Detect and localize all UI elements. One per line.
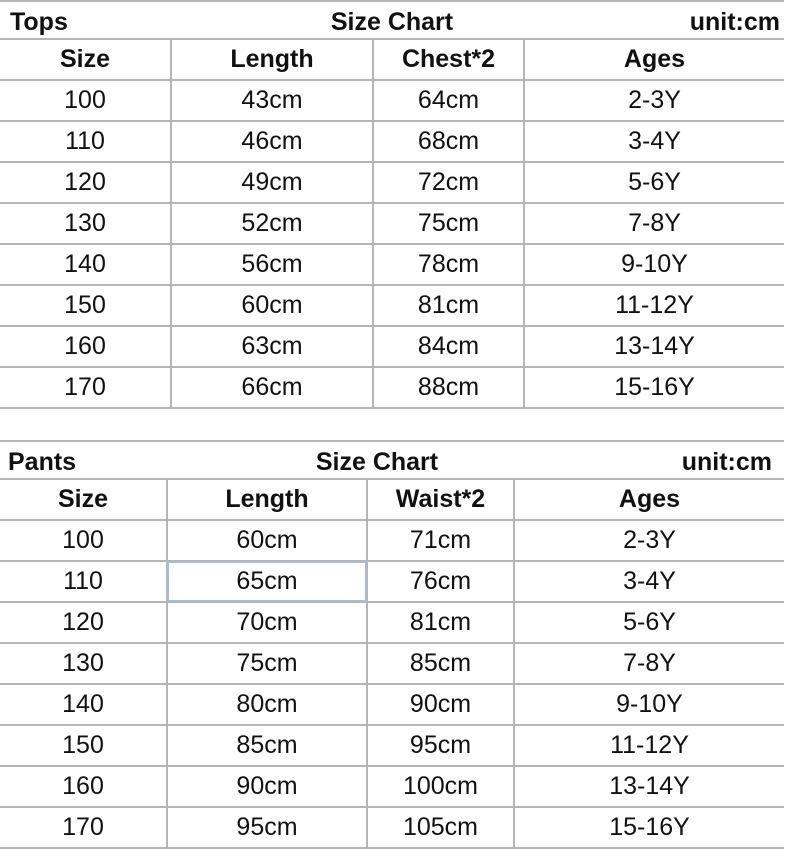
table-cell[interactable]: 60cm [167,520,367,561]
tops-column-header: Chest*2 [373,40,524,80]
table-cell[interactable]: 15-16Y [524,367,784,408]
tops-column-header: Size [0,40,171,80]
table-cell[interactable]: 3-4Y [514,561,784,602]
table-cell[interactable]: 70cm [167,602,367,643]
table-cell[interactable]: 130 [0,643,167,684]
tops-title-row [0,0,784,40]
tops-size-table [0,40,784,409]
table-row [0,326,784,367]
table-row [0,121,784,162]
table-cell[interactable]: 75cm [167,643,367,684]
table-cell[interactable]: 15-16Y [514,807,784,848]
table-cell[interactable]: 13-14Y [514,766,784,807]
pants-column-header: Ages [514,480,784,520]
pants-size-chart [0,440,784,849]
table-cell[interactable]: 63cm [171,326,373,367]
table-cell[interactable]: 130 [0,203,171,244]
pants-chart-title: Size Chart [315,448,439,476]
table-cell[interactable]: 105cm [367,807,514,848]
table-cell[interactable]: 13-14Y [524,326,784,367]
table-row [0,766,784,807]
pants-column-header: Length [167,480,367,520]
table-cell[interactable]: 71cm [367,520,514,561]
table-row [0,367,784,408]
tops-column-header: Length [171,40,373,80]
table-cell[interactable]: 3-4Y [524,121,784,162]
table-cell[interactable]: 68cm [373,121,524,162]
table-cell[interactable]: 2-3Y [514,520,784,561]
tops-unit-label: unit:cm [689,8,780,36]
table-cell[interactable]: 11-12Y [514,725,784,766]
table-row [0,244,784,285]
table-cell[interactable]: 7-8Y [524,203,784,244]
table-cell[interactable]: 5-6Y [514,602,784,643]
table-cell[interactable]: 75cm [373,203,524,244]
table-cell[interactable]: 7-8Y [514,643,784,684]
pants-title-row [0,440,784,480]
table-cell[interactable]: 11-12Y [524,285,784,326]
table-cell[interactable]: 140 [0,244,171,285]
table-row [0,162,784,203]
table-cell[interactable]: 95cm [167,807,367,848]
table-cell[interactable]: 120 [0,162,171,203]
table-row [0,684,784,725]
table-cell[interactable]: 140 [0,684,167,725]
table-cell[interactable]: 110 [0,561,167,602]
table-cell[interactable]: 60cm [171,285,373,326]
table-cell[interactable]: 160 [0,766,167,807]
table-cell[interactable]: 150 [0,725,167,766]
table-cell[interactable]: 9-10Y [524,244,784,285]
table-cell[interactable]: 46cm [171,121,373,162]
pants-column-header: Waist*2 [367,480,514,520]
table-cell[interactable]: 81cm [367,602,514,643]
table-cell[interactable]: 85cm [167,725,367,766]
tops-size-chart [0,0,784,409]
table-cell[interactable]: 90cm [367,684,514,725]
table-cell[interactable]: 78cm [373,244,524,285]
table-row [0,725,784,766]
table-cell[interactable]: 76cm [367,561,514,602]
table-cell[interactable]: 2-3Y [524,80,784,121]
table-row [0,80,784,121]
table-cell[interactable]: 64cm [373,80,524,121]
table-cell[interactable]: 49cm [171,162,373,203]
pants-category-label: Pants [8,448,77,476]
table-cell[interactable]: 43cm [171,80,373,121]
table-cell[interactable]: 170 [0,807,167,848]
table-cell[interactable]: 56cm [171,244,373,285]
table-cell[interactable]: 65cm [167,561,367,602]
table-row [0,520,784,561]
table-cell[interactable]: 81cm [373,285,524,326]
pants-header-row [0,480,784,520]
table-cell[interactable]: 120 [0,602,167,643]
tops-category-label: Tops [10,8,68,36]
table-cell[interactable]: 80cm [167,684,367,725]
table-row [0,807,784,848]
table-cell[interactable]: 52cm [171,203,373,244]
table-cell[interactable]: 150 [0,285,171,326]
pants-unit-label: unit:cm [681,448,772,476]
tops-header-row [0,40,784,80]
table-row [0,203,784,244]
tops-chart-title: Size Chart [330,8,454,36]
table-cell[interactable]: 84cm [373,326,524,367]
table-cell[interactable]: 85cm [367,643,514,684]
table-cell[interactable]: 66cm [171,367,373,408]
table-row [0,643,784,684]
pants-size-table [0,480,784,849]
table-cell[interactable]: 110 [0,121,171,162]
table-cell[interactable]: 95cm [367,725,514,766]
table-row [0,561,784,602]
table-cell[interactable]: 170 [0,367,171,408]
table-cell[interactable]: 100cm [367,766,514,807]
table-cell[interactable]: 72cm [373,162,524,203]
table-cell[interactable]: 100 [0,520,167,561]
table-cell[interactable]: 88cm [373,367,524,408]
table-cell[interactable]: 100 [0,80,171,121]
table-row [0,602,784,643]
table-cell[interactable]: 9-10Y [514,684,784,725]
table-cell[interactable]: 90cm [167,766,367,807]
table-cell[interactable]: 160 [0,326,171,367]
pants-column-header: Size [0,480,167,520]
table-row [0,285,784,326]
table-cell[interactable]: 5-6Y [524,162,784,203]
tops-column-header: Ages [524,40,784,80]
